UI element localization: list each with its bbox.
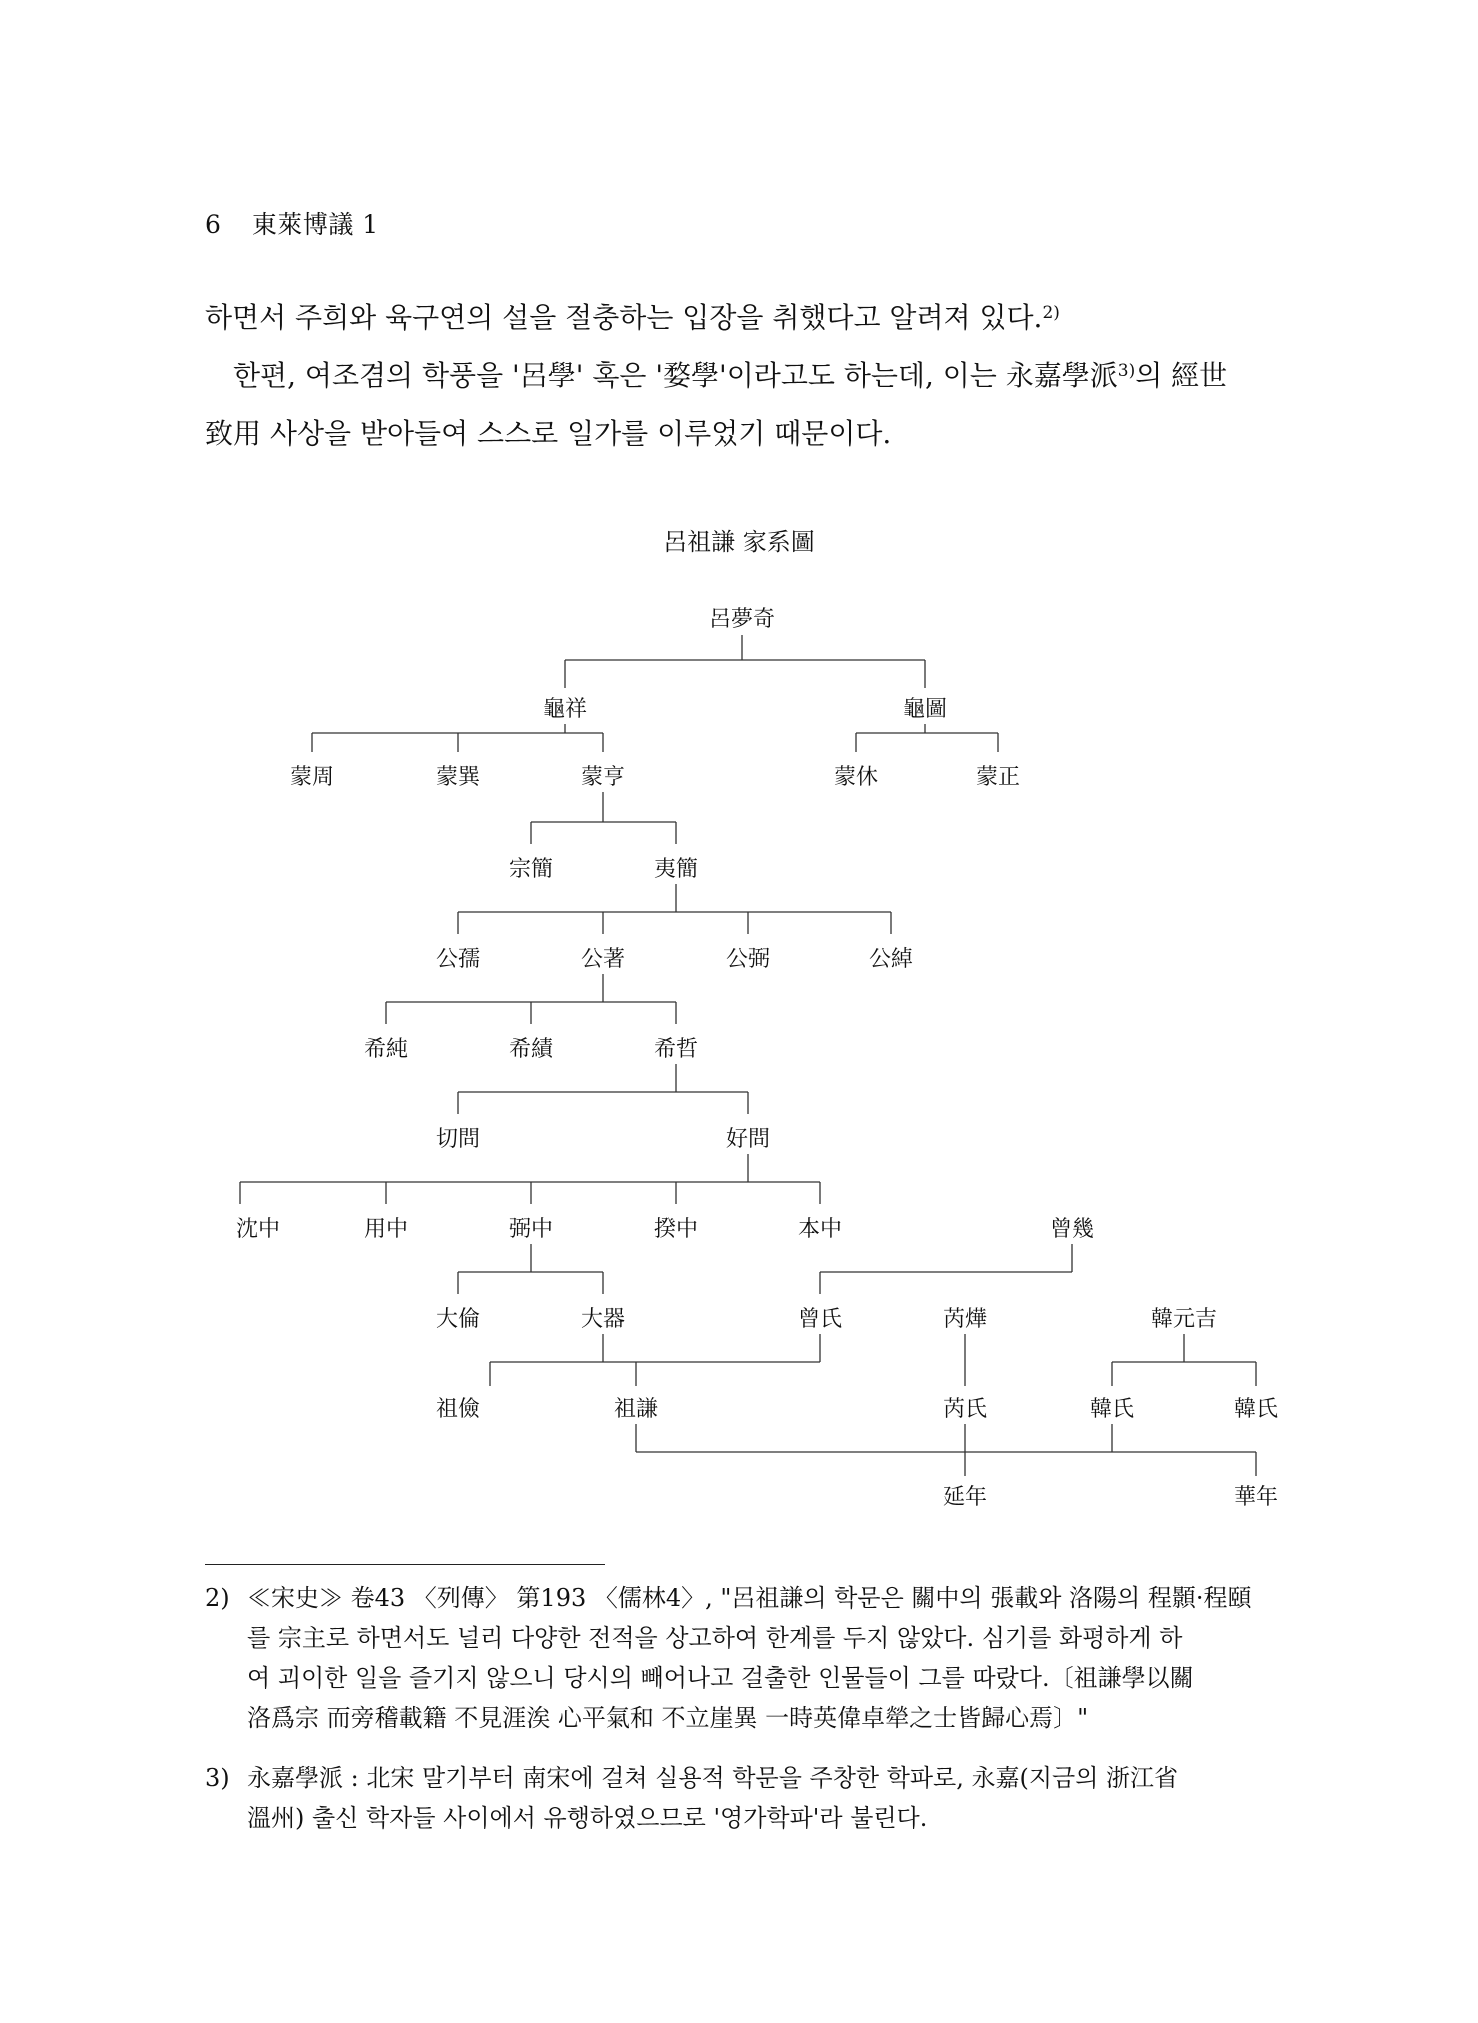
node-gongru: 公孺 [435,947,481,972]
node-mengzheng: 蒙正 [975,765,1021,790]
diagram-title: 呂祖謙 家系圖 [663,528,815,556]
footnote-text: ≪宋史≫ 卷43 〈列傳〉 第193 〈儒林4〉, "呂祖謙의 학문은 關中의 張載와 洛陽의 程顥·程頤 를 宗主로 하면서도 널리 다양한 전적을 상고하여 한계를 두지 않았다. 심기를 화평하게 하 여 괴이한 일을 즐기지 않으니 당시의 빼어나고 걸출한 인물들이 그를 따랐다.〔祖謙學以關 洛爲宗 而旁稽載籍 不見涯涘 心平氣和 不立崖異 一時英偉卓犖之士皆歸心焉〕" [247,1584,1252,1732]
paragraph-text: 의 經世 [1135,359,1228,392]
node-zuqian: 祖謙 [613,1397,659,1422]
paragraph-text: 致用 사상을 받아들여 스스로 일가를 이루었기 때문이다. [205,417,892,450]
node-qiewen: 切問 [435,1127,481,1152]
node-yijian: 夷簡 [653,857,699,882]
node-mengxun: 蒙巽 [435,765,481,790]
footnote-divider [205,1564,605,1565]
node-benzhong: 本中 [797,1217,843,1242]
node-huanian: 華年 [1233,1485,1279,1510]
node-bizhong: 弼中 [508,1217,554,1242]
footnote-text: 永嘉學派 : 北宋 말기부터 南宋에 걸쳐 실용적 학문을 주창한 학파로, 永嘉(지금의 浙江省 溫州) 출신 학자들 사이에서 유행하였으므로 '영가학파'라 불린다. [247,1764,1179,1832]
node-zongjian: 宗簡 [508,857,554,882]
footnote-ref-2[interactable]: 2) [1042,303,1060,323]
node-chenzhong: 沈中 [235,1217,281,1242]
node-guixiang: 龜祥 [542,697,588,722]
node-yongzhong: 用中 [363,1217,409,1242]
node-gongchuo: 公綽 [868,947,914,972]
node-ruishi: 芮氏 [942,1397,988,1422]
node-xichun: 希純 [363,1037,409,1062]
node-zengshi: 曾氏 [797,1307,843,1332]
node-lu-mengqi: 呂夢奇 [708,607,776,632]
node-yannian: 延年 [942,1485,988,1510]
node-xizhe: 希哲 [653,1037,699,1062]
node-hanshi-1: 韓氏 [1089,1397,1135,1422]
node-haowen: 好問 [725,1127,771,1152]
node-mengzhou: 蒙周 [289,765,335,790]
node-gongbi: 公弼 [725,947,771,972]
node-daqi: 大器 [580,1307,626,1332]
book-title: 東萊博議 1 [251,210,379,239]
footnote-ref-3[interactable]: 3) [1117,361,1136,381]
node-hanshi-2: 韓氏 [1233,1397,1279,1422]
node-zengji: 曾幾 [1049,1217,1095,1242]
node-xiji: 希績 [508,1037,554,1062]
paragraph-text: 한편, 여조겸의 학풍을 '呂學' 혹은 '婺學'이라고도 하는데, 이는 永嘉學派 [233,359,1118,392]
node-mengxiu: 蒙休 [833,765,879,790]
footnote-number: 2) [205,1584,230,1612]
footnote-2 [205,1578,1295,1738]
node-gongzhu: 公著 [580,947,626,972]
node-rui-ye: 芮燁 [942,1307,988,1332]
node-kuizhong: 揆中 [653,1217,699,1242]
paragraph-text: 하면서 주희와 육구연의 설을 절충하는 입장을 취했다고 알려져 있다. [205,301,1043,334]
node-mengheng: 蒙亨 [580,765,626,790]
page-number: 6 [205,210,222,239]
node-han-yuanji: 韓元吉 [1150,1307,1218,1332]
footnote-3 [205,1758,1295,1838]
node-dalun: 大倫 [435,1307,481,1332]
node-guitu: 龜圖 [902,697,948,722]
footnote-number: 3) [205,1764,230,1792]
node-zujian: 祖儉 [435,1397,481,1422]
